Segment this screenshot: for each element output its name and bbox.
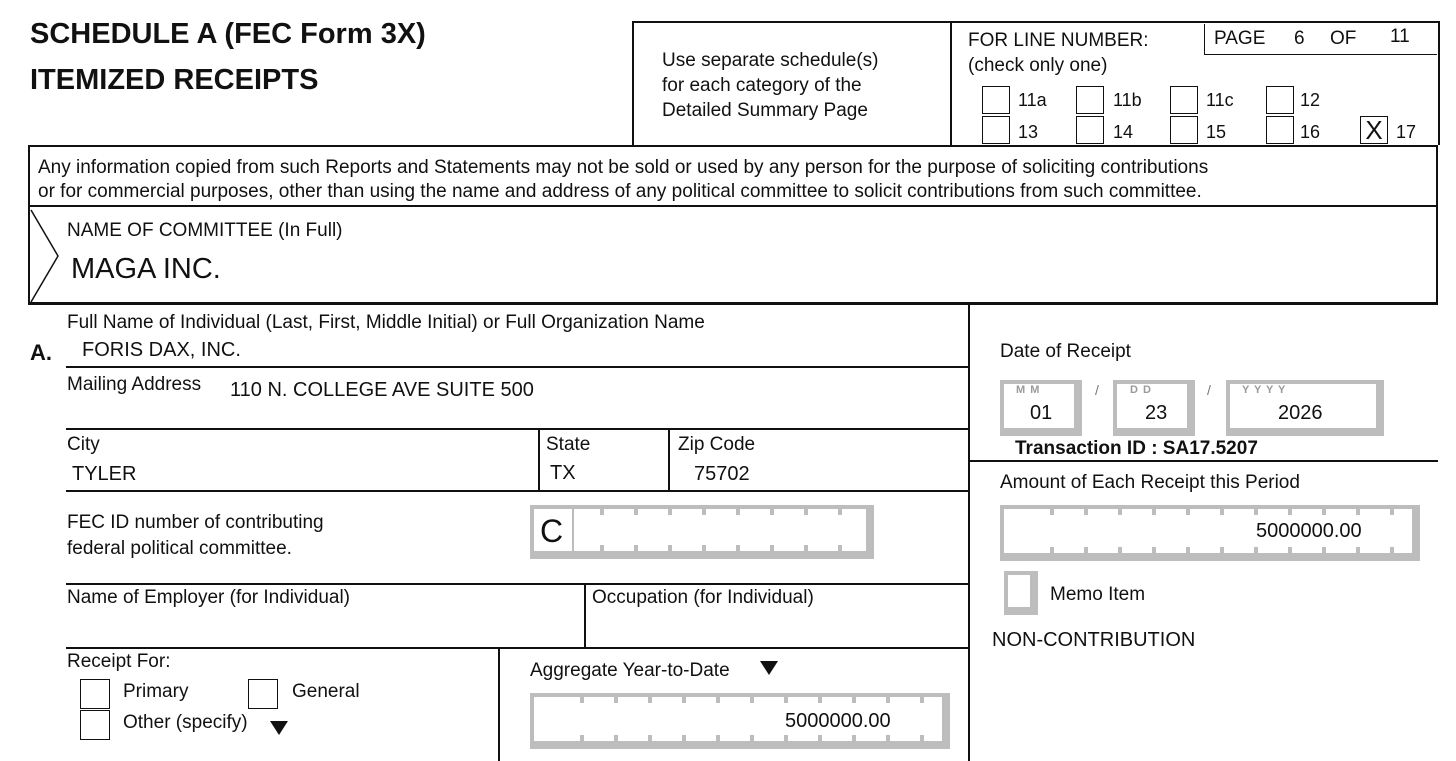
line-option-16: 16 <box>1300 122 1321 142</box>
separate-schedule-note: Use separate schedule(s) for each category of the Detailed Summary Page <box>662 50 879 121</box>
transaction-id: Transaction ID : SA17.5207 <box>1015 438 1258 459</box>
committee-name: MAGA INC. <box>71 253 221 285</box>
down-triangle-icon <box>270 721 288 735</box>
line-checkbox-11a[interactable] <box>982 86 1010 114</box>
of-label: OF <box>1330 28 1357 49</box>
date-separator: / <box>1095 382 1099 398</box>
check-only-one-label: (check only one) <box>968 55 1108 76</box>
line-checkbox-16[interactable] <box>1266 116 1294 144</box>
mailing-address-label: Mailing Address <box>67 374 202 395</box>
amount-value: 5000000.00 <box>1256 520 1362 542</box>
employer-label: Name of Employer (for Individual) <box>67 587 350 608</box>
line-option-17: 17 <box>1396 122 1417 142</box>
city-value: TYLER <box>72 463 137 485</box>
line-option-14: 14 <box>1113 122 1134 142</box>
other-checkbox[interactable] <box>80 710 110 740</box>
line-option-11a: 11a <box>1018 90 1047 110</box>
notice-text: Any information copied from such Reports and Statements may not be sold or used by any person for the purpose of soliciting contributions or for commercial purposes, other than using the name and address of any political committee to solicit contributions from such committee. <box>38 157 1209 202</box>
line-option-11c: 11c <box>1206 90 1234 110</box>
aggregate-label: Aggregate Year-to-Date <box>530 660 730 681</box>
date-year: 2026 <box>1278 402 1323 424</box>
line-option-12: 12 <box>1300 90 1321 110</box>
line-checkbox-13[interactable] <box>982 116 1010 144</box>
zip-label: Zip Code <box>678 434 756 455</box>
state-value: TX <box>550 462 576 484</box>
page-number: 6 <box>1294 28 1305 49</box>
schedule-title: SCHEDULE A (FEC Form 3X) <box>30 18 426 50</box>
memo-item-checkbox[interactable] <box>1004 571 1038 615</box>
date-month-hint: M M <box>1016 384 1041 396</box>
fec-id-prefix: C <box>540 513 564 549</box>
general-label: General <box>292 681 360 702</box>
full-name-label: Full Name of Individual (Last, First, Middle Initial) or Full Organization Name <box>67 312 705 333</box>
fec-id-label: FEC ID number of contributing federal political committee. <box>67 512 324 559</box>
entry-letter: A. <box>30 340 52 365</box>
date-year-hint: Y Y Y Y <box>1242 384 1287 396</box>
general-checkbox[interactable] <box>248 679 278 709</box>
line-checkbox-14[interactable] <box>1076 116 1104 144</box>
non-contribution-note: NON-CONTRIBUTION <box>992 629 1196 651</box>
receipt-for-label: Receipt For: <box>67 651 171 672</box>
line-checkbox-12[interactable] <box>1266 86 1294 114</box>
line-option-15: 15 <box>1206 122 1227 142</box>
aggregate-amount: 5000000.00 <box>785 710 891 732</box>
zip-value: 75702 <box>694 463 750 485</box>
date-of-receipt-label: Date of Receipt <box>1000 341 1131 362</box>
other-label: Other (specify) <box>123 712 248 733</box>
amount-label: Amount of Each Receipt this Period <box>1000 472 1300 493</box>
chevron-marker-icon <box>30 209 62 303</box>
occupation-label: Occupation (for Individual) <box>592 587 814 608</box>
line-checkbox-11b[interactable] <box>1076 86 1104 114</box>
line-option-11b: 11b <box>1113 90 1142 110</box>
line-checkbox-15[interactable] <box>1170 116 1198 144</box>
line-checkbox-11c[interactable] <box>1170 86 1198 114</box>
page-label: PAGE <box>1214 28 1266 49</box>
date-day: 23 <box>1145 402 1168 424</box>
total-pages: 11 <box>1390 26 1410 47</box>
state-label: State <box>546 434 591 455</box>
contributor-name: FORIS DAX, INC. <box>82 339 241 361</box>
city-label: City <box>67 434 100 455</box>
down-triangle-icon <box>760 661 778 675</box>
date-day-hint: D D <box>1130 384 1152 396</box>
line-checkbox-17-checked[interactable]: X <box>1360 116 1388 144</box>
primary-checkbox[interactable] <box>80 679 110 709</box>
memo-item-label: Memo Item <box>1050 584 1146 605</box>
primary-label: Primary <box>123 681 189 702</box>
mailing-address: 110 N. COLLEGE AVE SUITE 500 <box>230 379 534 401</box>
line-option-13: 13 <box>1018 122 1039 142</box>
itemized-receipts-title: ITEMIZED RECEIPTS <box>30 64 319 96</box>
committee-label: NAME OF COMMITTEE (In Full) <box>67 220 343 241</box>
line-number-label: FOR LINE NUMBER: <box>968 30 1149 51</box>
date-month: 01 <box>1030 402 1053 424</box>
date-separator: / <box>1207 382 1211 398</box>
